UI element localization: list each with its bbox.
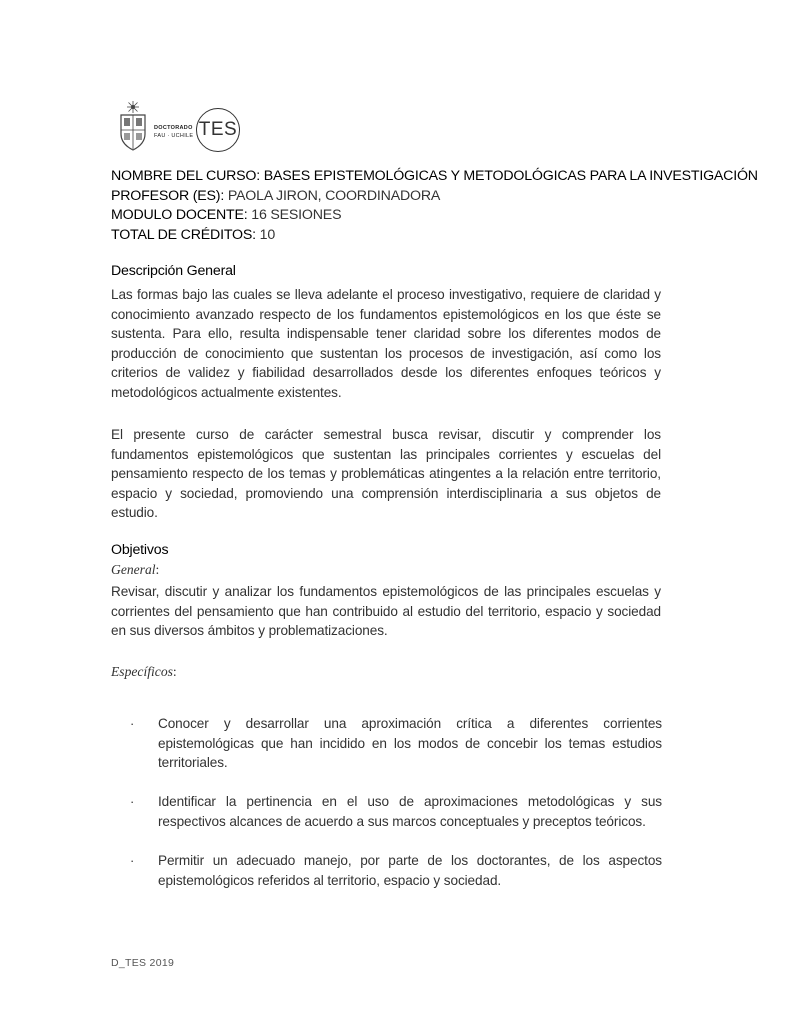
description-paragraph-2: El presente curso de carácter semestral busca revisar, discutir y comprender los fundamentos epistemológicos que sustentan las principales corrientes y escuelas del pensamiento respecto de los temas y problemáticas atingentes a la relación entre territorio, espacio y sociedad, promoviendo una comprensión interdisciplinaria a sus objetos de estudio. [111,427,661,521]
module-label: MODULO DOCENTE: [111,207,252,223]
description-title: Descripción General [111,263,236,279]
general-label-colon: : [155,562,160,577]
professor-label: PROFESOR (ES): [111,187,228,204]
crest-label [154,124,193,140]
specific-label-colon: : [172,664,177,679]
description-paragraph-1: Las formas bajo las cuales se lleva adelante el proceso investigativo, requiere de claridad y conocimiento avanzado respecto de los fundamentos epistemológicos en los que éste se sustenta. Para ello, resulta indispensable tener claridad sobre los diferentes modos de producción de conocimiento que sustentan los procesos de investigación, así como los criterios de validez y fiabilidad desarrollados desde los diferentes enfoques teóricos y metodológicos actualmente existentes. [111,287,661,400]
course-name-label: NOMBRE DEL CURSO: [111,168,264,184]
objectives-title: Objetivos [111,542,169,558]
general-objective-text: Revisar, discutir y analizar los fundamentos epistemológicos de las principales escuelas y corrientes del pensamiento que han contribuido al estudio del territorio, espacio y sociedad en sus diversos ámbitos y problematizaciones. [111,584,661,639]
course-meta [111,167,758,245]
module-row [111,206,711,226]
specific-objectives-label [111,664,177,680]
professor-row [111,187,711,207]
crest-label-line2: FAU · UCHILE [154,133,194,139]
specific-objective-2: Identificar la pertinencia en el uso de aproximaciones metodológicas y sus respectivos alcances de acuerdo a sus marcos conceptuales y preceptos teóricos. [158,794,662,829]
specific-label-text: Específicos [111,664,173,679]
program-logo: TES [196,108,240,152]
specific-objective-1: Conocer y desarrollar una aproximación crítica a diferentes corrientes epistemológicas que han incidido en los modos de concebir los temas estudios territoriales. [158,716,662,771]
specific-objective-3: Permitir un adecuado manejo, por parte de los doctorantes, de los aspectos epistemológicos referidos al territorio, espacio y sociedad. [158,853,662,888]
course-name-row [111,167,758,187]
crest-label-line1: DOCTORADO [154,125,193,131]
footer-text: D_TES 2019 [111,957,175,969]
general-objective-label [111,562,159,578]
credits-value: 10 [259,226,276,243]
bullet-icon: · [130,794,135,809]
credits-label: TOTAL DE CRÉDITOS: [111,226,260,243]
bullet-icon: · [130,853,135,868]
university-crest-icon [118,100,148,152]
bullet-icon: · [130,716,135,731]
header-logos [118,100,258,160]
professor-value: PAOLA JIRON, COORDINADORA [227,187,441,204]
general-label-text: General [111,562,156,577]
credits-row [111,226,711,246]
course-name-value: BASES EPISTEMOLÓGICAS Y METODOLÓGICAS PARA LA INVESTIGACIÓN [263,168,758,184]
module-value: 16 SESIONES [251,207,342,223]
